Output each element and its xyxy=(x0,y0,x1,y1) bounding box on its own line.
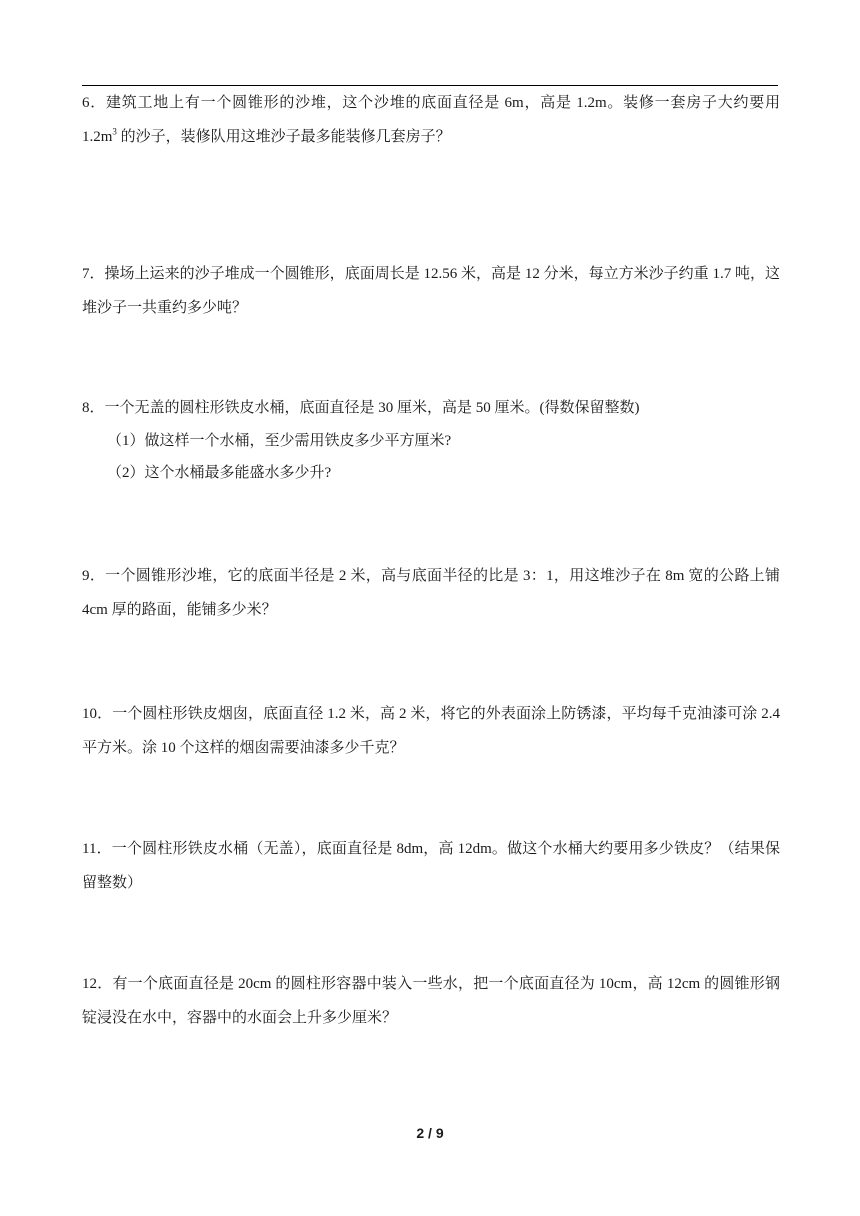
question-8 xyxy=(82,391,780,489)
question-number: 9． xyxy=(82,568,106,584)
question-11-text xyxy=(82,832,780,900)
question-7 xyxy=(82,257,780,325)
question-text: 一个圆锥形沙堆，它的底面半径是 2 米，高与底面半径的比是 3：1，用这堆沙子在 8m 宽的公路上铺 4cm 厚的路面，能铺多少米？ xyxy=(82,568,780,618)
question-9-text xyxy=(82,559,780,627)
question-8-sub-2: （2）这个水桶最多能盛水多少升? xyxy=(107,465,332,481)
question-8-text xyxy=(82,391,780,425)
question-number: 10． xyxy=(82,706,113,722)
question-text: 操场上运来的沙子堆成一个圆锥形，底面周长是 12.56 米，高是 12 分米，每立方米沙子约重 1.7 吨，这堆沙子一共重约多少吨？ xyxy=(82,266,780,316)
question-number: 12． xyxy=(82,976,113,992)
question-number: 6． xyxy=(82,95,107,111)
question-text: 一个圆柱形铁皮烟囱，底面直径 1.2 米，高 2 米，将它的外表面涂上防锈漆，平均每千克油漆可涂 2.4 平方米。涂 10 个这样的烟囱需要油漆多少千克？ xyxy=(82,706,780,756)
question-11 xyxy=(82,832,780,900)
question-10 xyxy=(82,697,780,765)
question-12 xyxy=(82,967,780,1035)
question-text-continued: 的沙子，装修队用这堆沙子最多能装修几套房子？ xyxy=(116,129,451,145)
question-text: 有一个底面直径是 20cm 的圆柱形容器中装入一些水，把一个底面直径为 10cm，高 12cm 的圆锥形钢锭浸没在水中，容器中的水面会上升多少厘米？ xyxy=(82,976,780,1026)
question-number: 7． xyxy=(82,266,105,282)
question-7-text xyxy=(82,257,780,325)
question-9 xyxy=(82,559,780,627)
question-text: 建筑工地上有一个圆锥形的沙堆，这个沙堆的底面直径是 6m，高是 1.2m。装修一套房子大约要用 1.2m xyxy=(82,95,780,145)
question-text: 一个无盖的圆柱形铁皮水桶，底面直径是 30 厘米，高是 50 厘米。(得数保留整数) xyxy=(104,400,640,416)
question-12-text xyxy=(82,967,780,1035)
question-6-text xyxy=(82,86,780,154)
page-number: 2 / 9 xyxy=(416,1125,444,1141)
question-text: 一个圆柱形铁皮水桶（无盖），底面直径是 8dm，高 12dm。做这个水桶大约要用多少铁皮？（结果保留整数） xyxy=(82,841,780,891)
question-number: 8． xyxy=(82,400,105,416)
superscript-exponent: 3 xyxy=(112,126,117,137)
question-8-sub-1: （1）做这样一个水桶，至少需用铁皮多少平方厘米? xyxy=(107,433,452,449)
question-10-text xyxy=(82,697,780,765)
question-number: 11． xyxy=(82,841,112,857)
question-6 xyxy=(82,86,780,154)
